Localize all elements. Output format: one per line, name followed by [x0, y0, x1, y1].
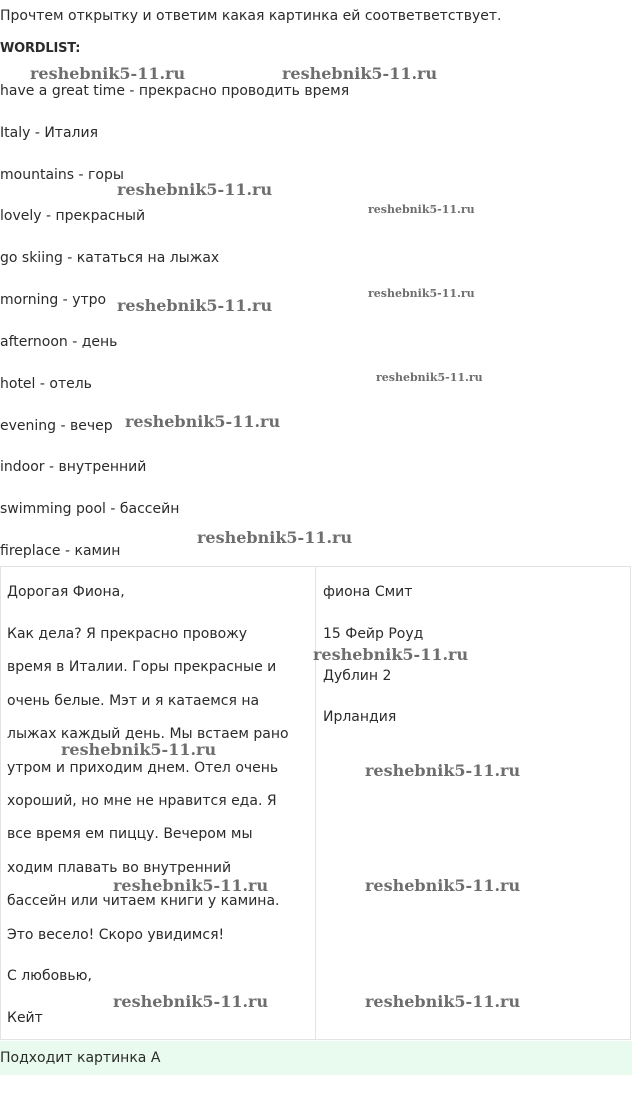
word-entry: mountains - горы — [0, 167, 124, 183]
word-entry: swimming pool - бассейн — [0, 501, 180, 517]
watermark: reshebnik5-11.ru — [313, 645, 469, 664]
letter-line: Как дела? Я прекрасно провожу — [7, 626, 248, 642]
letter-line: Кейт — [7, 1010, 43, 1026]
watermark: reshebnik5-11.ru — [376, 371, 483, 384]
letter-line: время в Италии. Горы прекрасные и — [7, 659, 277, 675]
address-line: Ирландия — [323, 709, 397, 725]
letter-line: очень белые. Мэт и я катаемся на — [7, 693, 260, 709]
watermark: reshebnik5-11.ru — [30, 64, 186, 83]
watermark: reshebnik5-11.ru — [368, 203, 475, 216]
word-entry: indoor - внутренний — [0, 459, 147, 475]
word-entry: lovely - прекрасный — [0, 208, 146, 224]
word-entry: hotel - отель — [0, 376, 92, 392]
watermark: reshebnik5-11.ru — [197, 528, 353, 547]
watermark: reshebnik5-11.ru — [365, 876, 521, 895]
watermark: reshebnik5-11.ru — [368, 287, 475, 300]
watermark: reshebnik5-11.ru — [113, 992, 269, 1011]
letter-line: Дорогая Фиона, — [7, 584, 125, 600]
wordlist-title: WORDLIST: — [0, 41, 81, 56]
letter-line: все время ем пиццу. Вечером мы — [7, 826, 253, 842]
letter-line: Это весело! Скоро увидимся! — [7, 927, 225, 943]
word-entry: go skiing - кататься на лыжах — [0, 250, 220, 266]
intro-text: Прочтем открытку и ответим какая картинка ей соответветствует. — [0, 8, 502, 24]
word-entry: fireplace - камин — [0, 543, 121, 559]
word-entry: have a great time - прекрасно проводить время — [0, 83, 350, 99]
letter-line: утром и приходим днем. Отел очень — [7, 760, 279, 776]
word-entry: Italy - Италия — [0, 125, 98, 141]
address-line: Дублин 2 — [323, 668, 392, 684]
letter-line: ходим плавать во внутренний — [7, 860, 232, 876]
answer-banner: Подходит картинка А — [0, 1041, 632, 1075]
word-entry: evening - вечер — [0, 418, 113, 434]
letter-line: хороший, но мне не нравится еда. Я — [7, 793, 277, 809]
watermark: reshebnik5-11.ru — [125, 412, 281, 431]
watermark: reshebnik5-11.ru — [61, 740, 217, 759]
watermark: reshebnik5-11.ru — [365, 992, 521, 1011]
watermark: reshebnik5-11.ru — [117, 296, 273, 315]
word-entry: morning - утро — [0, 292, 107, 308]
letter-line: бассейн или читаем книги у камина. — [7, 893, 280, 909]
address-line: фиона Смит — [323, 584, 413, 600]
watermark: reshebnik5-11.ru — [365, 761, 521, 780]
letter-line: лыжах каждый день. Мы встаем рано — [7, 726, 289, 742]
postcard-divider — [315, 567, 316, 1039]
watermark: reshebnik5-11.ru — [113, 876, 269, 895]
address-line: 15 Фейр Роуд — [323, 626, 424, 642]
word-entry: afternoon - день — [0, 334, 118, 350]
letter-line: С любовью, — [7, 968, 92, 984]
watermark: reshebnik5-11.ru — [282, 64, 438, 83]
watermark: reshebnik5-11.ru — [117, 180, 273, 199]
